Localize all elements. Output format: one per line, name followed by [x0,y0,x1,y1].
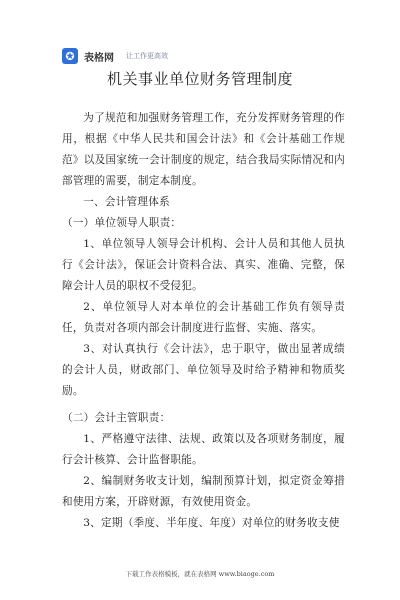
logo-icon: ✪ [62,48,78,64]
document-body [62,108,345,534]
paragraph-1-3: 3、对认真执行《会计法》，忠于职守，做出显著成绩的会计人员，财政部门、单位领导及时给予精神和物质奖励。 [62,343,345,397]
paragraph-2-3: 3、定期（季度、半年度、年度）对单位的财务收支使 [83,517,340,529]
intro-paragraph: 为了规范和加强财务管理工作，充分发挥财务管理的作用，根据《中华人民共和国会计法》和《会计基础工作规范》以及国家统一会计制度的规定，结合我局实际情况和内部管理的需要，制定本制度。 [62,112,345,187]
subsection-heading-2: （二）会计主管职责： [62,412,171,424]
paragraph-1-1: 1、单位领导人领导会计机构、会计人员和其他人员执行《会计法》，保证会计资料合法、真实、准确、完整，保障会计人员的职权不受侵犯。 [62,238,345,292]
section-heading-1: 一、会计管理体系 [83,196,170,208]
page-footer: 下载工作表格模板，就在表格网 www.biaoge.com [125,570,275,578]
brand-name: 表格网 [84,52,114,64]
site-header [62,44,168,68]
paragraph-2-1: 1、严格遵守法律、法规、政策以及各项财务制度，履行会计核算、会计监督职能。 [62,433,345,466]
paragraph-2-2: 2、编制财务收支计划，编制预算计划，拟定资金筹措和使用方案，开辟财源，有效使用资金。 [62,475,345,508]
brand-slogan: 让工作更高效 [126,52,168,60]
subsection-heading-1: （一）单位领导人职责： [62,217,182,229]
document-title: 机关事业单位财务管理制度 [106,70,293,88]
paragraph-1-2: 2、单位领导人对本单位的会计基础工作负有领导责任，负责对各项内部会计制度进行监督、实施、落实。 [62,301,345,334]
